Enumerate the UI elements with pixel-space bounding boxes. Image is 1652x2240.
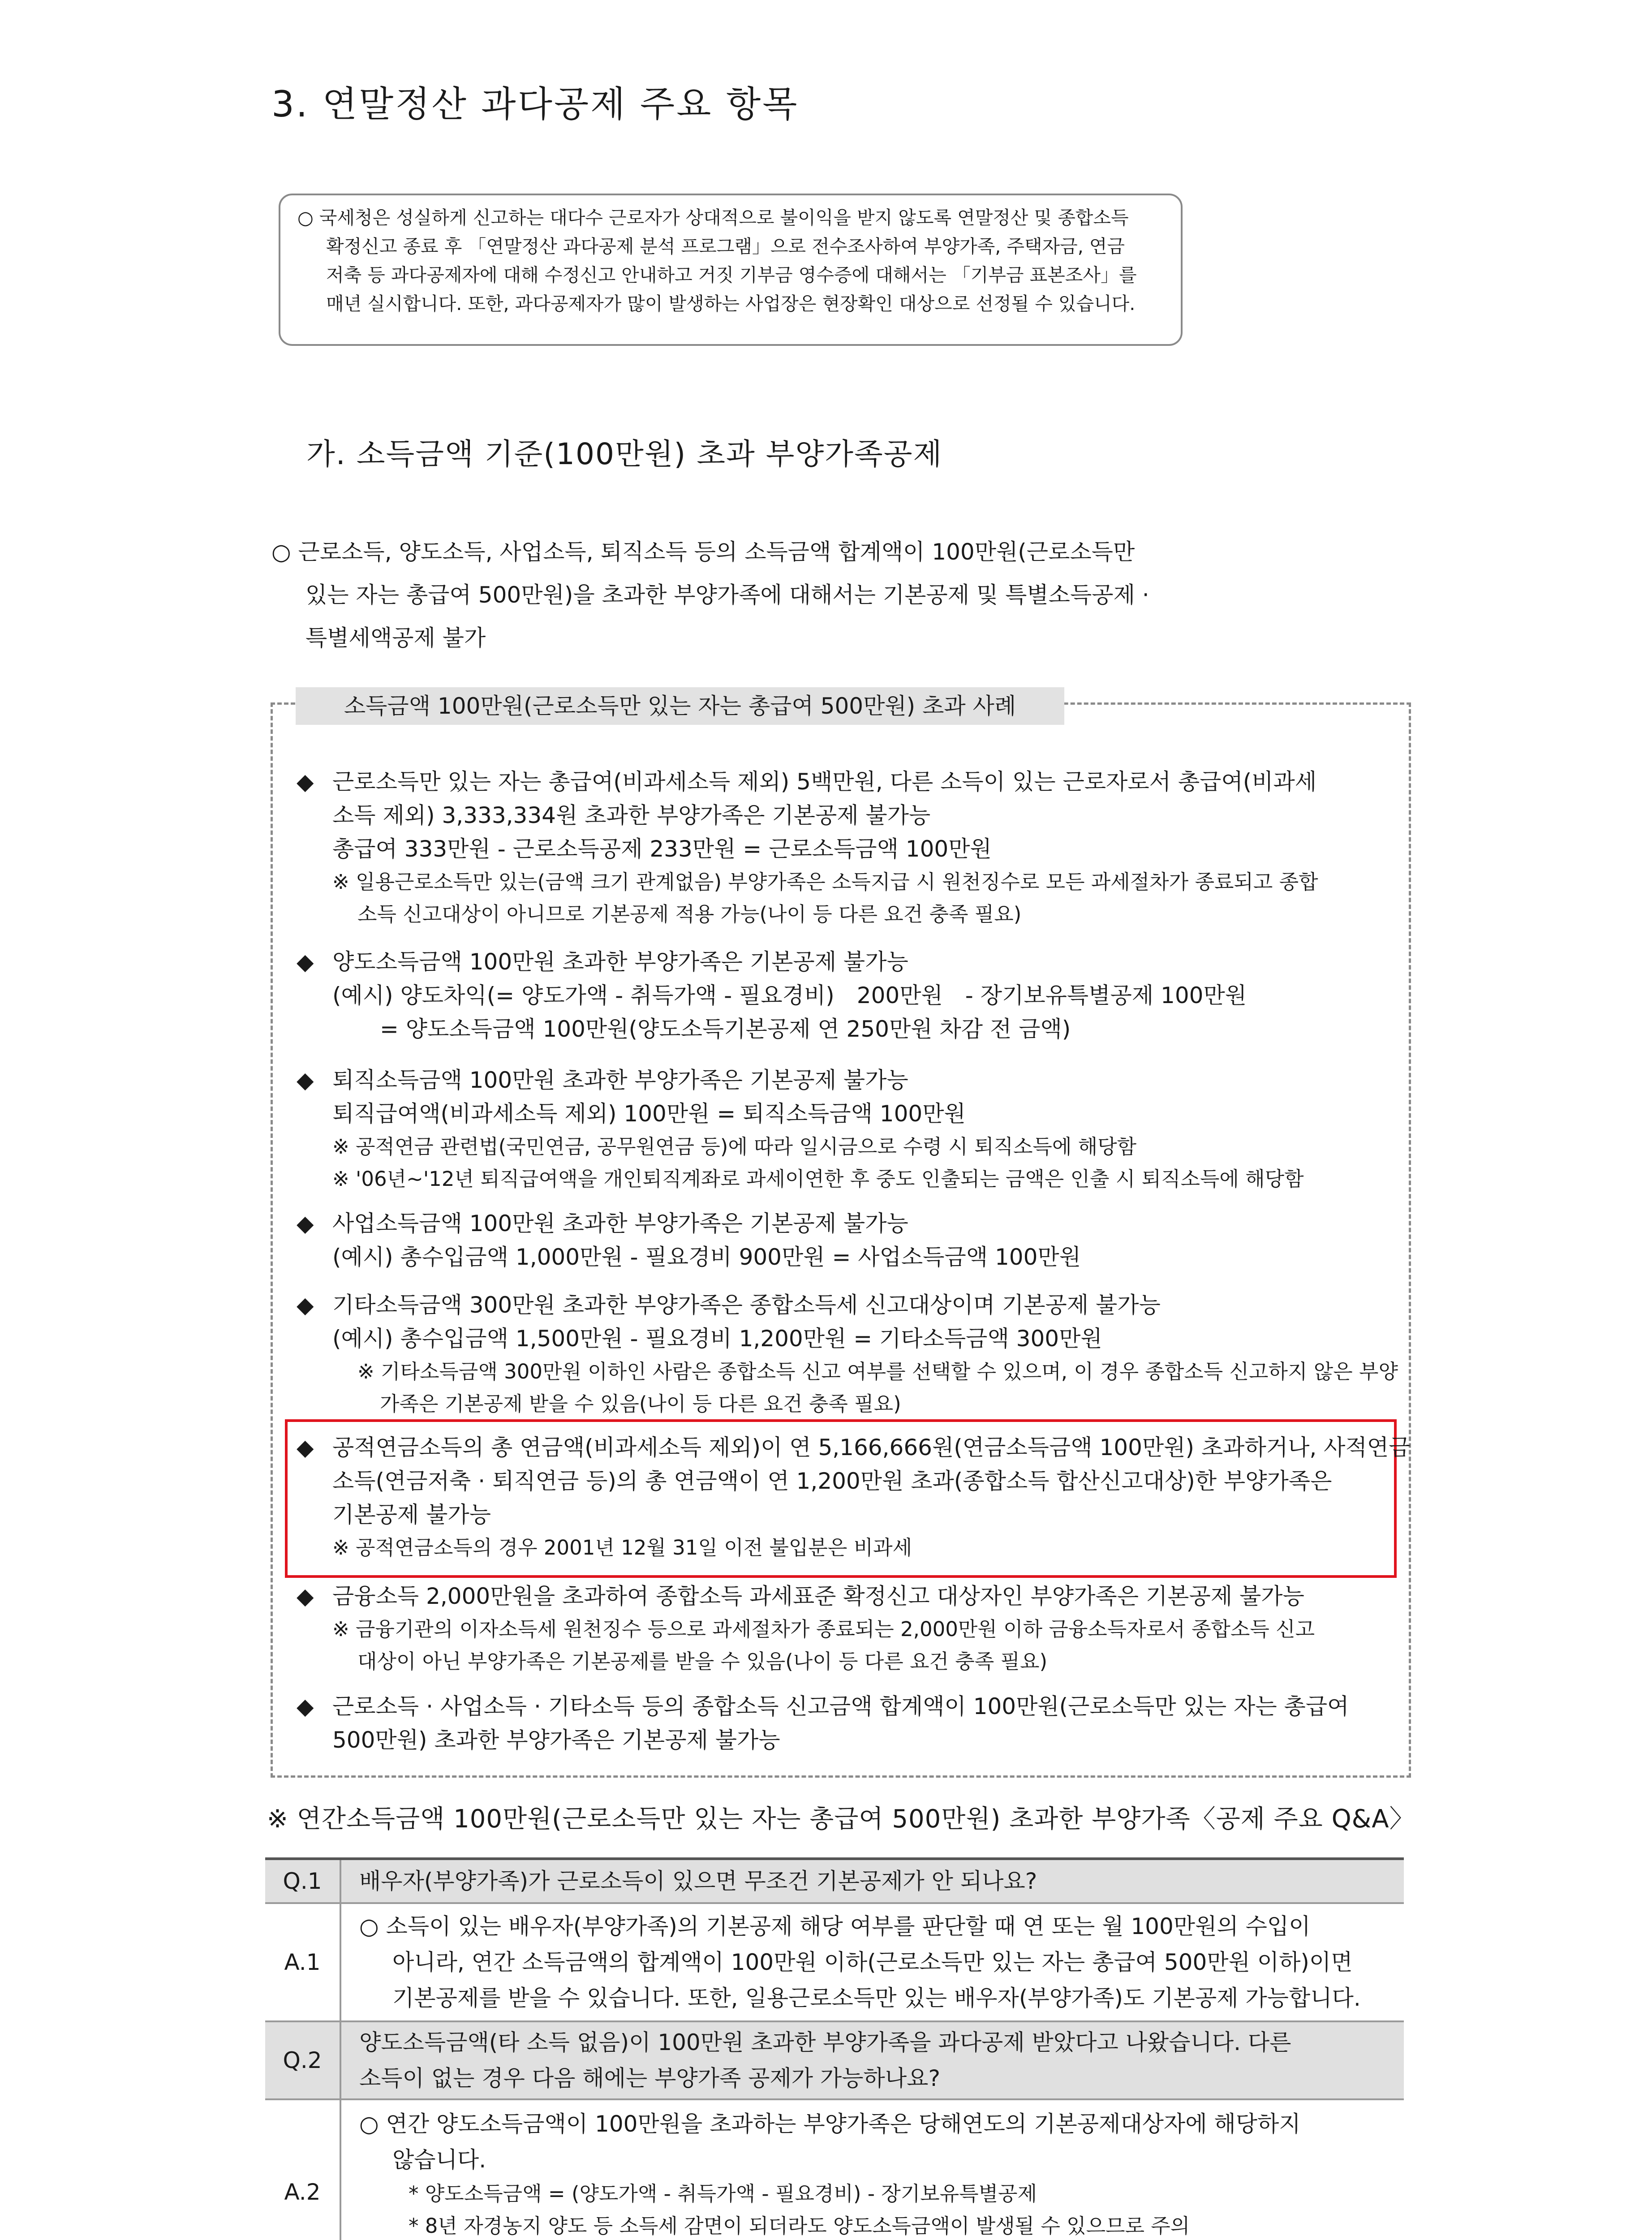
item-line: 퇴직소득금액 100만원 초과한 부양가족은 기본공제 불가능 bbox=[332, 1067, 908, 1093]
item-line: 기본공제 불가능 bbox=[332, 1502, 491, 1528]
item-line: 500만원) 초과한 부양가족은 기본공제 불가능 bbox=[332, 1727, 780, 1753]
answer-note: * 8년 자경농지 양도 등 소득세 감면이 되더라도 양도소득금액이 발생될 수 있으므로 주의 bbox=[409, 2214, 1190, 2238]
item-line: 소득(연금저축 · 퇴직연금 등)의 총 연금액이 연 1,200만원 초과(종합소득 합산신고대상)한 부양가족은 bbox=[332, 1468, 1332, 1494]
item-note: 가족은 기본공제 받을 수 있음(나이 등 다른 요건 충족 필요) bbox=[380, 1392, 901, 1416]
examples-box-title: 소득금액 100만원(근로소득만 있는 자는 총급여 500만원) 초과 사례 bbox=[296, 687, 1064, 725]
answer-line: ○ 연간 양도소득금액이 100만원을 초과하는 부양가족은 당해연도의 기본공제대상자에 해당하지 bbox=[359, 2111, 1301, 2137]
example-item bbox=[297, 1207, 1081, 1274]
notice-line: 매년 실시합니다. 또한, 과다공제자가 많이 발생하는 사업장은 현장확인 대상으로 선정될 수 있습니다. bbox=[326, 293, 1136, 314]
diamond-bullet-icon: ◆ bbox=[297, 1583, 314, 1609]
qa-question-cell bbox=[340, 2021, 1404, 2099]
answer-line: 기본공제를 받을 수 있습니다. 또한, 일용근로소득만 있는 배우자(부양가족)도 기본공제 가능합니다. bbox=[392, 1985, 1361, 2011]
question-line: 양도소득금액(타 소득 없음)이 100만원 초과한 부양가족을 과다공제 받았다고 나왔습니다. 다른 bbox=[359, 2029, 1291, 2055]
intro-line: 있는 자는 총급여 500만원)을 초과한 부양가족에 대해서는 기본공제 및 특별소득공제 · bbox=[305, 582, 1149, 608]
qa-row-question bbox=[265, 2021, 1404, 2099]
diamond-bullet-icon: ◆ bbox=[297, 949, 314, 975]
example-item bbox=[297, 1064, 1304, 1195]
subsection-title: 가. 소득금액 기준(100만원) 초과 부양가족공제 bbox=[306, 437, 943, 471]
section-heading: 3. 연말정산 과다공제 주요 항목 bbox=[271, 83, 799, 125]
qa-row-answer bbox=[265, 2099, 1404, 2240]
item-line: 기타소득금액 300만원 초과한 부양가족은 종합소득세 신고대상이며 기본공제 불가능 bbox=[332, 1292, 1161, 1318]
qa-question-cell bbox=[340, 1859, 1404, 1903]
example-item-highlighted bbox=[297, 1431, 1410, 1564]
qa-row-answer bbox=[265, 1903, 1404, 2021]
example-item bbox=[297, 945, 1247, 1046]
diamond-bullet-icon: ◆ bbox=[297, 1067, 314, 1093]
item-line: (예시) 총수입금액 1,500만원 - 필요경비 1,200만원 = 기타소득금액 300만원 bbox=[332, 1326, 1102, 1352]
qa-table bbox=[265, 1857, 1404, 2240]
qa-answer-cell bbox=[340, 1903, 1404, 2021]
answer-note: * 양도소득금액 = (양도가액 - 취득가액 - 필요경비) - 장기보유특별공제 bbox=[409, 2182, 1037, 2206]
diamond-bullet-icon: ◆ bbox=[297, 769, 314, 795]
item-note: ※ 금융기관의 이자소득세 원천징수 등으로 과세절차가 종료되는 2,000만원 이하 금융소득자로서 종합소득 신고 bbox=[332, 1617, 1315, 1641]
qa-answer-cell bbox=[340, 2099, 1404, 2240]
item-note: ※ 공적연금소득의 경우 2001년 12월 31일 이전 불입분은 비과세 bbox=[332, 1536, 912, 1559]
example-item bbox=[297, 1690, 1349, 1757]
question-line: 소득이 없는 경우 다음 해에는 부양가족 공제가 가능하나요? bbox=[359, 2065, 940, 2091]
item-line: 소득 제외) 3,333,334원 초과한 부양가족은 기본공제 불가능 bbox=[332, 802, 931, 828]
item-line: (예시) 총수입금액 1,000만원 - 필요경비 900만원 = 사업소득금액 100만원 bbox=[332, 1244, 1081, 1270]
diamond-bullet-icon: ◆ bbox=[297, 1434, 314, 1460]
item-line: 사업소득금액 100만원 초과한 부양가족은 기본공제 불가능 bbox=[332, 1210, 908, 1236]
notice-line: ○ 국세청은 성실하게 신고하는 대다수 근로자가 상대적으로 불이익을 받지 않도록 연말정산 및 종합소득 bbox=[297, 207, 1129, 228]
item-line: 총급여 333만원 - 근로소득공제 233만원 = 근로소득금액 100만원 bbox=[332, 836, 992, 862]
item-line: 퇴직급여액(비과세소득 제외) 100만원 = 퇴직소득금액 100만원 bbox=[332, 1101, 966, 1127]
intro-line: 특별세액공제 불가 bbox=[305, 625, 486, 651]
diamond-bullet-icon: ◆ bbox=[297, 1210, 314, 1236]
intro-paragraph bbox=[271, 530, 1149, 659]
item-line: (예시) 양도차익(= 양도가액 - 취득가액 - 필요경비) 200만원 - 장기보유특별공제 100만원 bbox=[332, 982, 1247, 1008]
qa-label: A.2 bbox=[265, 2099, 340, 2240]
answer-line: ○ 소득이 있는 배우자(부양가족)의 기본공제 해당 여부를 판단할 때 연 또는 월 100만원의 수입이 bbox=[359, 1913, 1311, 1939]
answer-line: 아니라, 연간 소득금액의 합계액이 100만원 이하(근로소득만 있는 자는 총급여 500만원 이하)이면 bbox=[392, 1949, 1353, 1975]
qa-row-question bbox=[265, 1859, 1404, 1903]
item-line: 근로소득만 있는 자는 총급여(비과세소득 제외) 5백만원, 다른 소득이 있는 근로자로서 총급여(비과세 bbox=[332, 769, 1317, 795]
notice-line: 확정신고 종료 후 「연말정산 과다공제 분석 프로그램」으로 전수조사하여 부양가족, 주택자금, 연금 bbox=[326, 236, 1125, 257]
example-item bbox=[297, 1580, 1315, 1678]
item-line: 공적연금소득의 총 연금액(비과세소득 제외)이 연 5,166,666원(연금소득금액 100만원) 초과하거나, 사적연금 bbox=[332, 1434, 1411, 1460]
item-note: ※ 일용근로소득만 있는(금액 크기 관계없음) 부양가족은 소득지급 시 원천징수로 모든 과세절차가 종료되고 종합 bbox=[332, 870, 1318, 894]
item-note: ※ 기타소득금액 300만원 이하인 사람은 종합소득 신고 여부를 선택할 수 있으며, 이 경우 종합소득 신고하지 않은 부양 bbox=[357, 1360, 1398, 1383]
item-note: 대상이 아닌 부양가족은 기본공제를 받을 수 있음(나이 등 다른 요건 충족 필요) bbox=[357, 1650, 1048, 1673]
item-line: = 양도소득금액 100만원(양도소득기본공제 연 250만원 차감 전 금액) bbox=[380, 1016, 1071, 1042]
item-note: 소득 신고대상이 아니므로 기본공제 적용 가능(나이 등 다른 요건 충족 필요) bbox=[357, 902, 1022, 926]
diamond-bullet-icon: ◆ bbox=[297, 1292, 314, 1318]
diamond-bullet-icon: ◆ bbox=[297, 1693, 314, 1719]
qa-title: ※ 연간소득금액 100만원(근로소득만 있는 자는 총급여 500만원) 초과한 부양가족〈공제 주요 Q&A〉 bbox=[267, 1805, 1415, 1834]
item-line: 금융소득 2,000만원을 초과하여 종합소득 과세표준 확정신고 대상자인 부양가족은 기본공제 불가능 bbox=[332, 1583, 1304, 1609]
intro-line: ○ 근로소득, 양도소득, 사업소득, 퇴직소득 등의 소득금액 합계액이 100만원(근로소득만 bbox=[271, 539, 1135, 565]
item-line: 근로소득 · 사업소득 · 기타소득 등의 종합소득 신고금액 합계액이 100만원(근로소득만 있는 자는 총급여 bbox=[332, 1693, 1349, 1719]
answer-line: 않습니다. bbox=[392, 2147, 486, 2173]
question-text: 배우자(부양가족)가 근로소득이 있으면 무조건 기본공제가 안 되나요? bbox=[359, 1868, 1037, 1894]
qa-label: Q.1 bbox=[265, 1859, 340, 1903]
notice-line: 저축 등 과다공제자에 대해 수정신고 안내하고 거짓 기부금 영수증에 대해서는 「기부금 표본조사」를 bbox=[326, 264, 1137, 286]
example-item bbox=[297, 765, 1318, 930]
item-note: ※ 공적연금 관련법(국민연금, 공무원연금 등)에 따라 일시금으로 수령 시 퇴직소득에 해당함 bbox=[332, 1135, 1137, 1159]
item-note: ※ '06년~'12년 퇴직급여액을 개인퇴직계좌로 과세이연한 후 중도 인출되는 금액은 인출 시 퇴직소득에 해당함 bbox=[332, 1167, 1304, 1191]
item-line: 양도소득금액 100만원 초과한 부양가족은 기본공제 불가능 bbox=[332, 949, 908, 975]
notice-box bbox=[279, 194, 1183, 346]
example-item bbox=[297, 1288, 1398, 1420]
qa-label: A.1 bbox=[265, 1903, 340, 2021]
qa-label: Q.2 bbox=[265, 2021, 340, 2099]
